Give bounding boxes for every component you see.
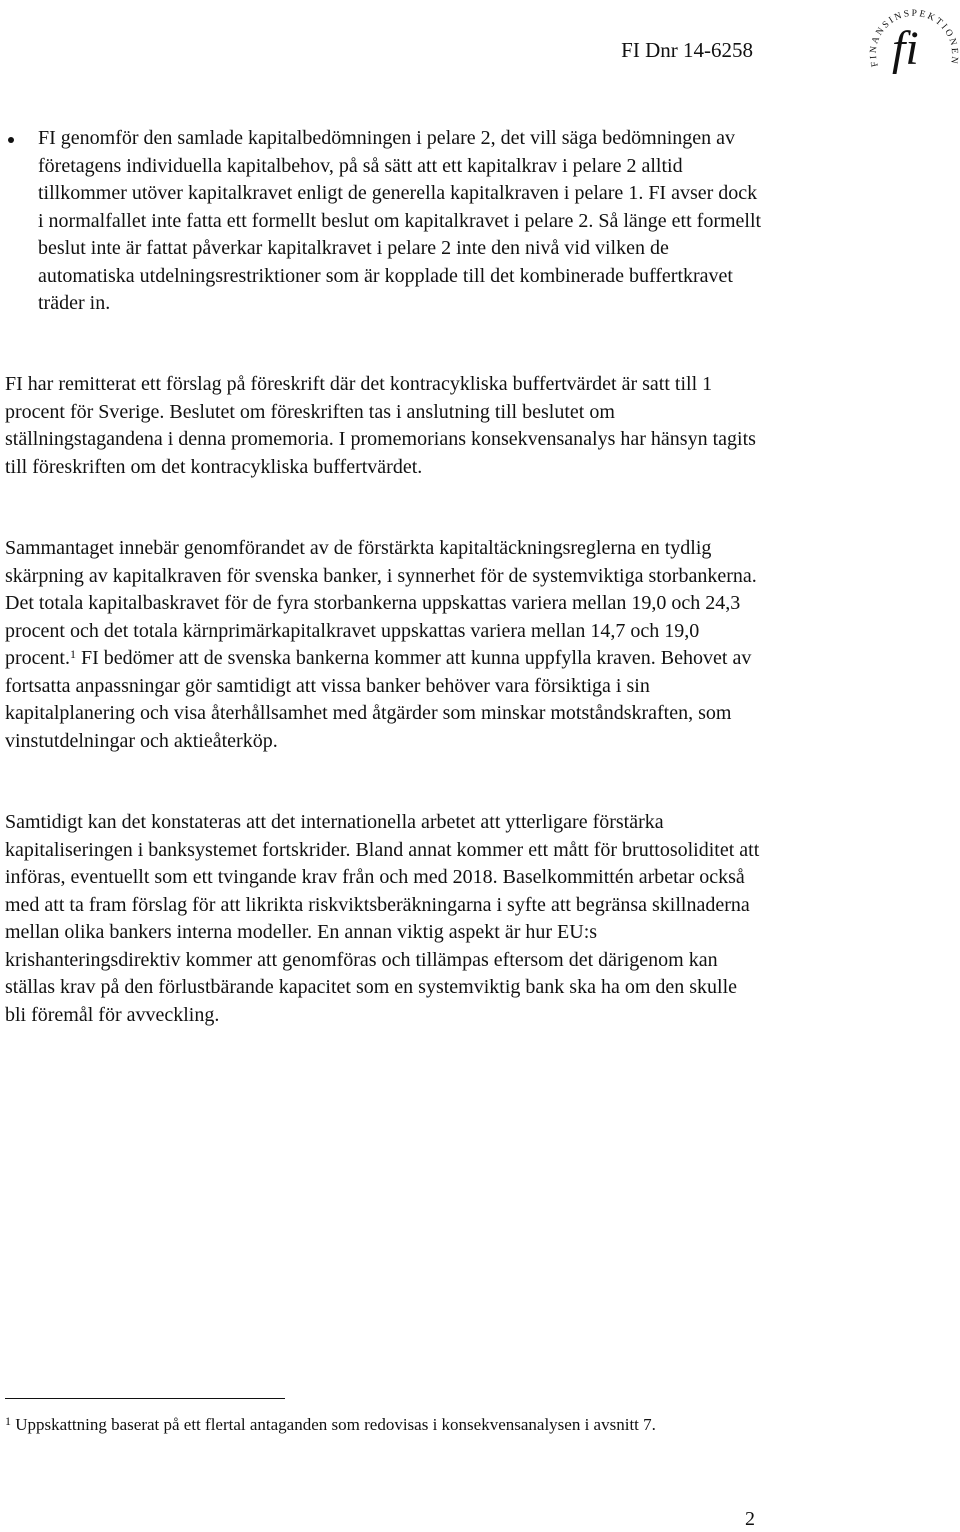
paragraph-text: FI har remitterat ett förslag på föreskrift där det kontracykliska buffertvärdet är satt till 1 procent för Sverige. Beslutet om föreskriften tas i anslutning till beslutet om ställningstagandena i denna promemoria. I promemorians konsekvensanalys har hänsyn tagits till föreskriften om det kontracykliska buffertvärdet. [5, 373, 756, 478]
svg-text:FINANSINSPEKTIONEN: FINANSINSPEKTIONEN [868, 8, 960, 68]
footnote-reference[interactable]: 1 [69, 647, 76, 661]
page-number: 2 [745, 1508, 755, 1530]
paragraph-countercyclical-buffer [5, 371, 760, 481]
paragraph-text: Sammantaget innebär genomförandet av de förstärkta kapitaltäckningsreglerna en tydlig skärpning av kapitalkraven för svenska banker, i synnerhet för de systemviktiga storbankerna. Det totala kapitalbaskravet för de fyra storbankerna uppskattas variera mellan 19,0 och 24,3 procent och det totala kärnprimärkapitalkravet uppskattas variera mellan 14,7 och 19,0 procent. [5, 537, 757, 669]
bullet-list-item [38, 125, 762, 318]
bullet-text: FI genomför den samlade kapitalbedömningen i pelare 2, det vill säga bedömningen av företagens individuella kapitalbehov, på så sätt att ett kapitalkrav i pelare 2 alltid tillkommer utöver kapitalkravet enligt de generella kapitalkraven i pelare 1. FI avser dock i normalfallet inte fatta ett formellt beslut om kapitalkravet i pelare 2. Så länge ett formellt beslut inte är fattat påverkar kapitalkravet i pelare 2 inte den nivå vid vilken de automatiska utdelningsrestriktioner som är kopplade till det kombinerade buffertkravet träder in. [38, 127, 762, 314]
paragraph-text: Samtidigt kan det konstateras att det internationella arbetet att ytterligare förstärka kapitaliseringen i banksystemet fortskrider. Bland annat kommer ett mått för bruttosoliditet att införas, eventuellt som ett tvingande krav från och med 2018. Baselkommittén arbetar också med att ta fram förslag för att likrikta riskviktsberäkningarna i syfte att begränsa skillnaderna mellan olika bankers interna modeller. En annan viktig aspekt är hur EU:s krishanteringsdirektiv kommer att genomföras och tillämpas eftersom det därigenom kan ställas krav på den förlustbärande kapacitet som en systemviktig bank ska ha om den skulle bli föremål för avveckling. [5, 811, 760, 1026]
paragraph-text: FI bedömer att de svenska bankerna kommer att kunna uppfylla kraven. Behovet av fortsatta anpassningar gör samtidigt att vissa banker behöver vara försiktiga i sin kapitalplanering och visa återhållsamhet med åtgärder som minskar motståndskraften, som vinstutdelningar och aktieåterköp. [5, 647, 752, 752]
paragraph-international-work [5, 809, 760, 1029]
footnote-text: Uppskattning baserat på ett flertal antaganden som redovisas i konsekvensanalysen i avsnitt 7. [15, 1415, 656, 1434]
footnote [5, 1414, 656, 1436]
document-reference-number: FI Dnr 14-6258 [621, 38, 753, 62]
footnote-number: 1 [5, 1414, 11, 1428]
paragraph-capital-requirements-summary [5, 535, 760, 755]
finansinspektionen-logo [864, 0, 960, 88]
footnote-separator [5, 1398, 285, 1399]
svg-text:fi: fi [892, 22, 919, 75]
bullet-marker [8, 137, 14, 143]
